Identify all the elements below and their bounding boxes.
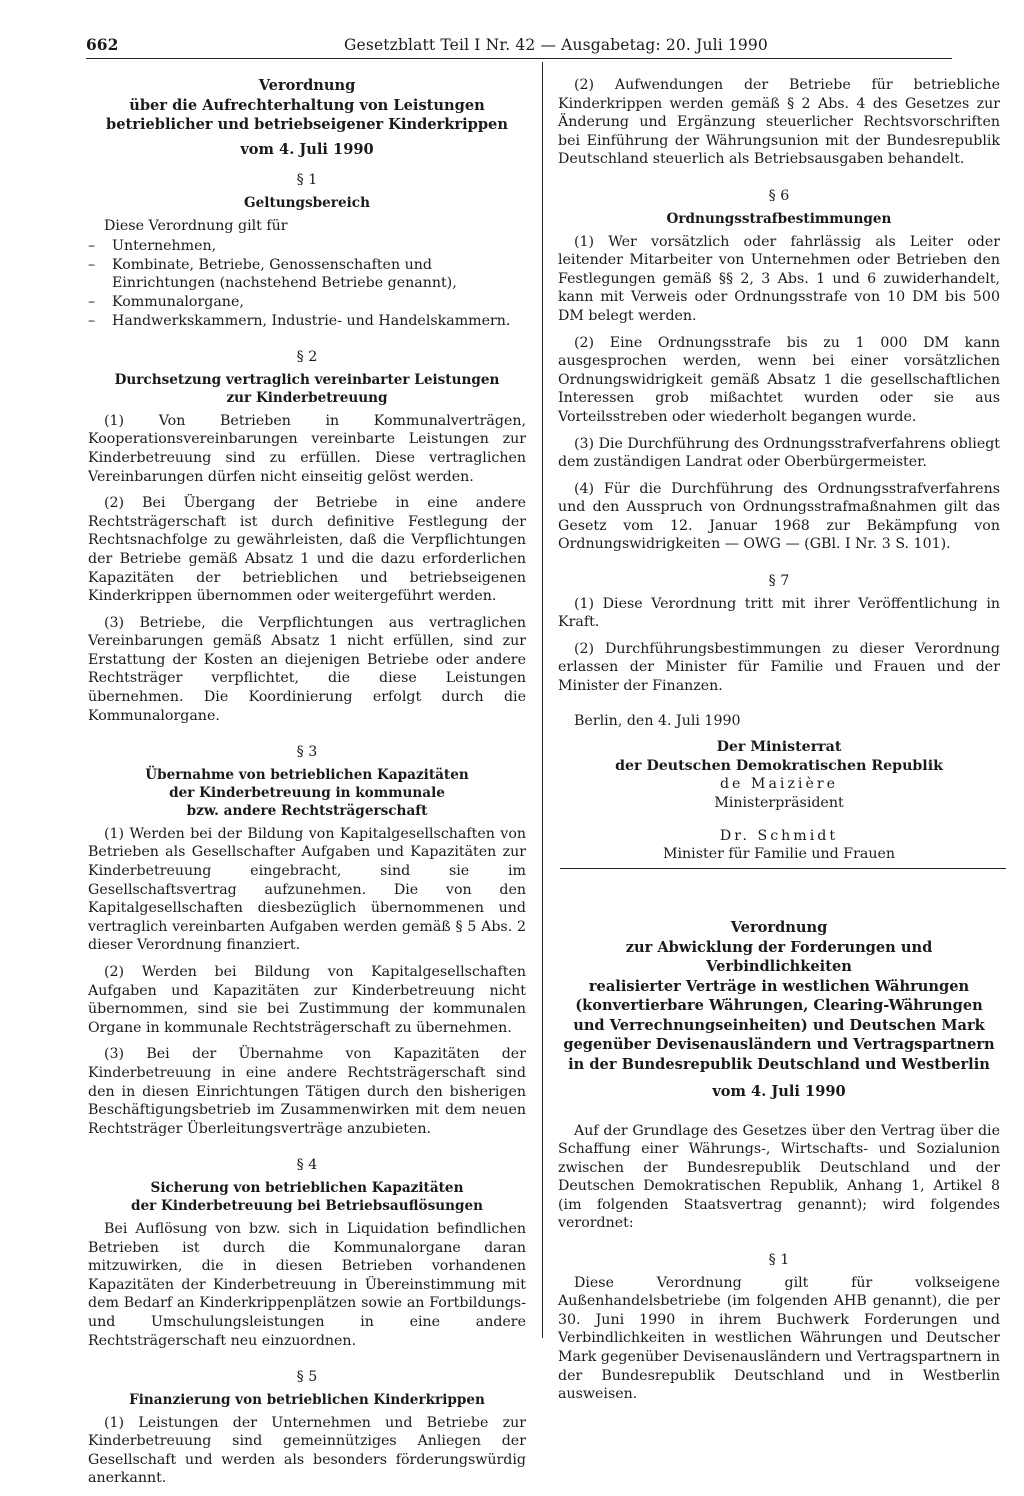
section-sign: § 7	[768, 573, 790, 590]
running-title: Gesetzblatt Teil I Nr. 42 — Ausgabetag: 20. Juli 1990	[344, 36, 768, 54]
section-sign: § 4	[296, 1157, 318, 1174]
section-heading-line: der Kinderbetreuung bei Betriebsauflösungen	[130, 1197, 484, 1214]
section-sign: § 2	[296, 349, 318, 366]
paragraph: (3) Betriebe, die Verpflichtungen aus vertraglichen Vereinbarungen gemäß Absatz 1 nicht erfüllen, sind zur Erstattung der Kosten an diejenigen Betriebe oder andere Rechtsträger verpflichtet, die diese Leistungen übernehmen. Die Koordinierung erfolgt durch die Kommunalorgane.	[88, 614, 526, 724]
paragraph: Diese Verordnung gilt für volkseigene Außenhandelsbetriebe (im folgenden AHB genannt), die per 30. Juni 1990 in ihrem Buchwerk Forderungen und Verbindlichkeiten in westlichen Währungen und Deutscher Mark gegenüber Devisenausländern und Vertragspartnern in der Bundesrepublik Deutschland und in Westberlin ausweisen.	[558, 1274, 1000, 1403]
paragraph: (2) Eine Ordnungsstrafe bis zu 1 000 DM kann ausgesprochen werden, wenn bei einer vorsätzlichen Ordnungswidrigkeit gemäß Absatz 1 die gesellschaftlichen Interessen grob mißachtet wurden oder sie aus Vorteilsstreben oder wiederholt begangen wurde.	[558, 334, 1000, 425]
paragraph: (2) Bei Übergang der Betriebe in eine andere Rechtsträgerschaft ist durch definitive Festlegung der Rechtsnachfolge zu gewährleisten, daß die Verpflichtungen der Betriebe gemäß Absatz 1 und die dazu erforderlichen Kapazitäten der betrieblichen und betriebseigenen Kinderkrippen übernommen oder weitergeführt werden.	[88, 495, 526, 605]
signatory-title: Minister für Familie und Frauen	[662, 846, 896, 863]
scope-list	[88, 237, 526, 330]
left-column	[88, 76, 526, 1496]
paragraph: (1) Leistungen der Unternehmen und Betriebe zur Kinderbetreuung sind gemeinnütziges Anliegen der Gesellschaft und werden als besonders förderungswürdig anerkannt.	[88, 1414, 526, 1487]
signatory-name: de Maizière	[719, 776, 839, 793]
ord2-title-line: und Verrechnungseinheiten) und Deutschen Mark	[573, 1016, 985, 1034]
paragraph: (1) Diese Verordnung tritt mit ihrer Veröffentlichung in Kraft.	[558, 595, 1000, 631]
paragraph: (1) Von Betrieben in Kommunalverträgen, Kooperationsvereinbarungen vereinbarte Leistungen zur Kinderbetreuung sind zu erfüllen. Diese vertraglichen Vereinbarungen dürfen nicht einseitig gelöst werden.	[88, 412, 526, 485]
list-item: – Kombinate, Betriebe, Genossenschaften und Einrichtungen (nachstehend Betriebe genannt),	[88, 256, 526, 293]
page-number: 662	[86, 35, 119, 54]
list-item: – Kommunalorgane,	[88, 293, 526, 312]
signatory-title: Ministerpräsident	[714, 795, 844, 811]
ord1-title	[88, 76, 526, 159]
section-heading-line: zur Kinderbetreuung	[226, 389, 388, 406]
ord1-title-line: Verordnung	[258, 77, 356, 94]
ord2-title-line: (konvertierbare Währungen, Clearing-Währungen	[575, 997, 983, 1014]
paragraph: (2) Aufwendungen der Betriebe für betriebliche Kinderkrippen werden gemäß § 2 Abs. 4 des Gesetzes zur Änderung und Ergänzung steuerlicher Rechtsvorschriften bei Einführung der Währungsunion mit der Bundesrepublik Deutschland steuerlich als Betriebsausgaben behandelt.	[558, 77, 1000, 168]
signature-block	[558, 738, 1000, 864]
place-date: Berlin, den 4. Juli 1990	[574, 712, 741, 729]
ord1-title-line: über die Aufrechterhaltung von Leistungen	[129, 96, 485, 114]
paragraph: (1) Werden bei der Bildung von Kapitalgesellschaften von Betrieben als Gesellschafter Aufgaben und Kapazitäten zur Kinderbetreuung eingebracht, sind sie im Gesellschaftsvertrag aufzunehmen. Die von den Kapitalgesellschaften diesbezüglich übernommenen und vertraglich vereinbarten Aufgaben werden gemäß § 5 Abs. 2 dieser Verordnung finanziert.	[88, 825, 526, 954]
paragraph: (2) Werden bei Bildung von Kapitalgesellschaften Aufgaben und Kapazitäten zur Kinderbetreuung nicht übernommen, sind sie bei Zustimmung der kommunalen Organe in kommunale Rechtsträgerschaft zu übernehmen.	[88, 964, 526, 1036]
ord2-title-line: gegenüber Devisenausländern und Vertragspartnern	[563, 1036, 995, 1053]
signing-body: der Deutschen Demokratischen Republik	[615, 757, 943, 774]
section-sign: § 6	[768, 187, 790, 204]
section-heading: Finanzierung von betrieblichen Kinderkrippen	[129, 1391, 485, 1408]
section-sign: § 3	[296, 744, 318, 761]
list-item: – Handwerkskammern, Industrie- und Handelskammern.	[88, 312, 526, 331]
ordinance-separator	[560, 868, 1006, 869]
section-heading-line: bzw. andere Rechtsträgerschaft	[186, 802, 428, 819]
paragraph: (4) Für die Durchführung des Ordnungsstrafverfahrens und den Ausspruch von Ordnungsstrafmaßnahmen gilt das Gesetz vom 12. Januar 1968 zur Bekämpfung von Ordnungswidrigkeiten — OWG — (GBl. I Nr. 3 S. 101).	[558, 480, 1000, 553]
ord1-date: vom 4. Juli 1990	[240, 140, 374, 158]
section-heading: Geltungsbereich	[244, 194, 370, 211]
ord2-date: vom 4. Juli 1990	[712, 1083, 846, 1100]
section-sign: § 5	[296, 1369, 318, 1386]
header-rule	[86, 58, 952, 59]
section-heading	[88, 1179, 526, 1215]
preamble: Auf der Grundlage des Gesetzes über den Vertrag über die Schaffung einer Währungs-, Wirtschafts- und Sozialunion zwischen der Bundesrepublik Deutschland und der Deutschen Demokratischen Republik, Anhang 1, Artikel 8 (im folgenden Staatsvertrag genannt); wird folgendes verordnet:	[558, 1122, 1000, 1232]
column-divider	[542, 62, 543, 1338]
section-heading-line: der Kinderbetreuung in kommunale	[169, 784, 445, 801]
section-sign: § 1	[768, 1252, 790, 1269]
paragraph: (3) Bei der Übernahme von Kapazitäten der Kinderbetreuung in eine andere Rechtsträgerschaft sind den in diesen Einrichtungen Tätigen durch den bisherigen Beschäftigungsbetrieb im Zusammenwirken mit dem neuen Rechtsträger Überleitungsverträge anzubieten.	[88, 1046, 526, 1137]
right-column	[558, 76, 1000, 864]
ord2-block	[558, 918, 1000, 1412]
ord2-title-line: zur Abwicklung der Forderungen und Verbindlichkeiten	[625, 938, 933, 975]
page-header	[86, 36, 952, 58]
signing-body: Der Ministerrat	[716, 739, 842, 756]
paragraph: Diese Verordnung gilt für	[104, 217, 288, 234]
paragraph: (2) Durchführungsbestimmungen zu dieser Verordnung erlassen der Minister für Familie und Frauen und der Minister der Finanzen.	[558, 640, 1000, 695]
section-heading	[88, 766, 526, 820]
section-heading-line: Durchsetzung vertraglich vereinbarter Leistungen	[114, 371, 500, 388]
paragraph: (3) Die Durchführung des Ordnungsstrafverfahrens obliegt dem zuständigen Landrat oder Oberbürgermeister.	[558, 435, 1001, 471]
ord2-title-line: realisierter Verträge in westlichen Währungen	[588, 977, 970, 995]
paragraph: Bei Auflösung von bzw. sich in Liquidation befindlichen Betrieben ist durch die Kommunalorgane daran mitzuwirken, die in diesen Betrieben vorhandenen Kapazitäten der Kinderbetreuung in Übereinstimmung mit dem Bedarf an Kinderkrippenplätzen sowie an Fortbildungs- und Umschulungsleistungen in eine andere Rechtsträgerschaft neu einzuordnen.	[88, 1220, 526, 1349]
ord1-title-line: betrieblicher und betriebseigener Kinderkrippen	[106, 116, 508, 133]
ord2-title-line: in der Bundesrepublik Deutschland und Westberlin	[568, 1055, 990, 1073]
section-heading: Ordnungsstrafbestimmungen	[666, 210, 892, 227]
paragraph: (1) Wer vorsätzlich oder fahrlässig als Leiter oder leitender Mitarbeiter von Unternehmen oder Betrieben den Festlegungen gemäß §§ 2, 3 Abs. 1 und 6 zuwiderhandelt, kann mit Verweis oder Ordnungsstrafe von 10 DM bis 500 DM belegt werden.	[558, 233, 1000, 324]
signatory-name: Dr. Schmidt	[719, 827, 839, 844]
section-heading	[88, 371, 526, 407]
section-sign: § 1	[296, 172, 318, 188]
ord2-title-line: Verordnung	[730, 919, 828, 936]
list-item: – Unternehmen,	[88, 237, 526, 256]
ord2-title	[558, 918, 1000, 1102]
section-heading-line: Übernahme von betrieblichen Kapazitäten	[145, 766, 469, 783]
section-heading-line: Sicherung von betrieblichen Kapazitäten	[150, 1179, 464, 1196]
